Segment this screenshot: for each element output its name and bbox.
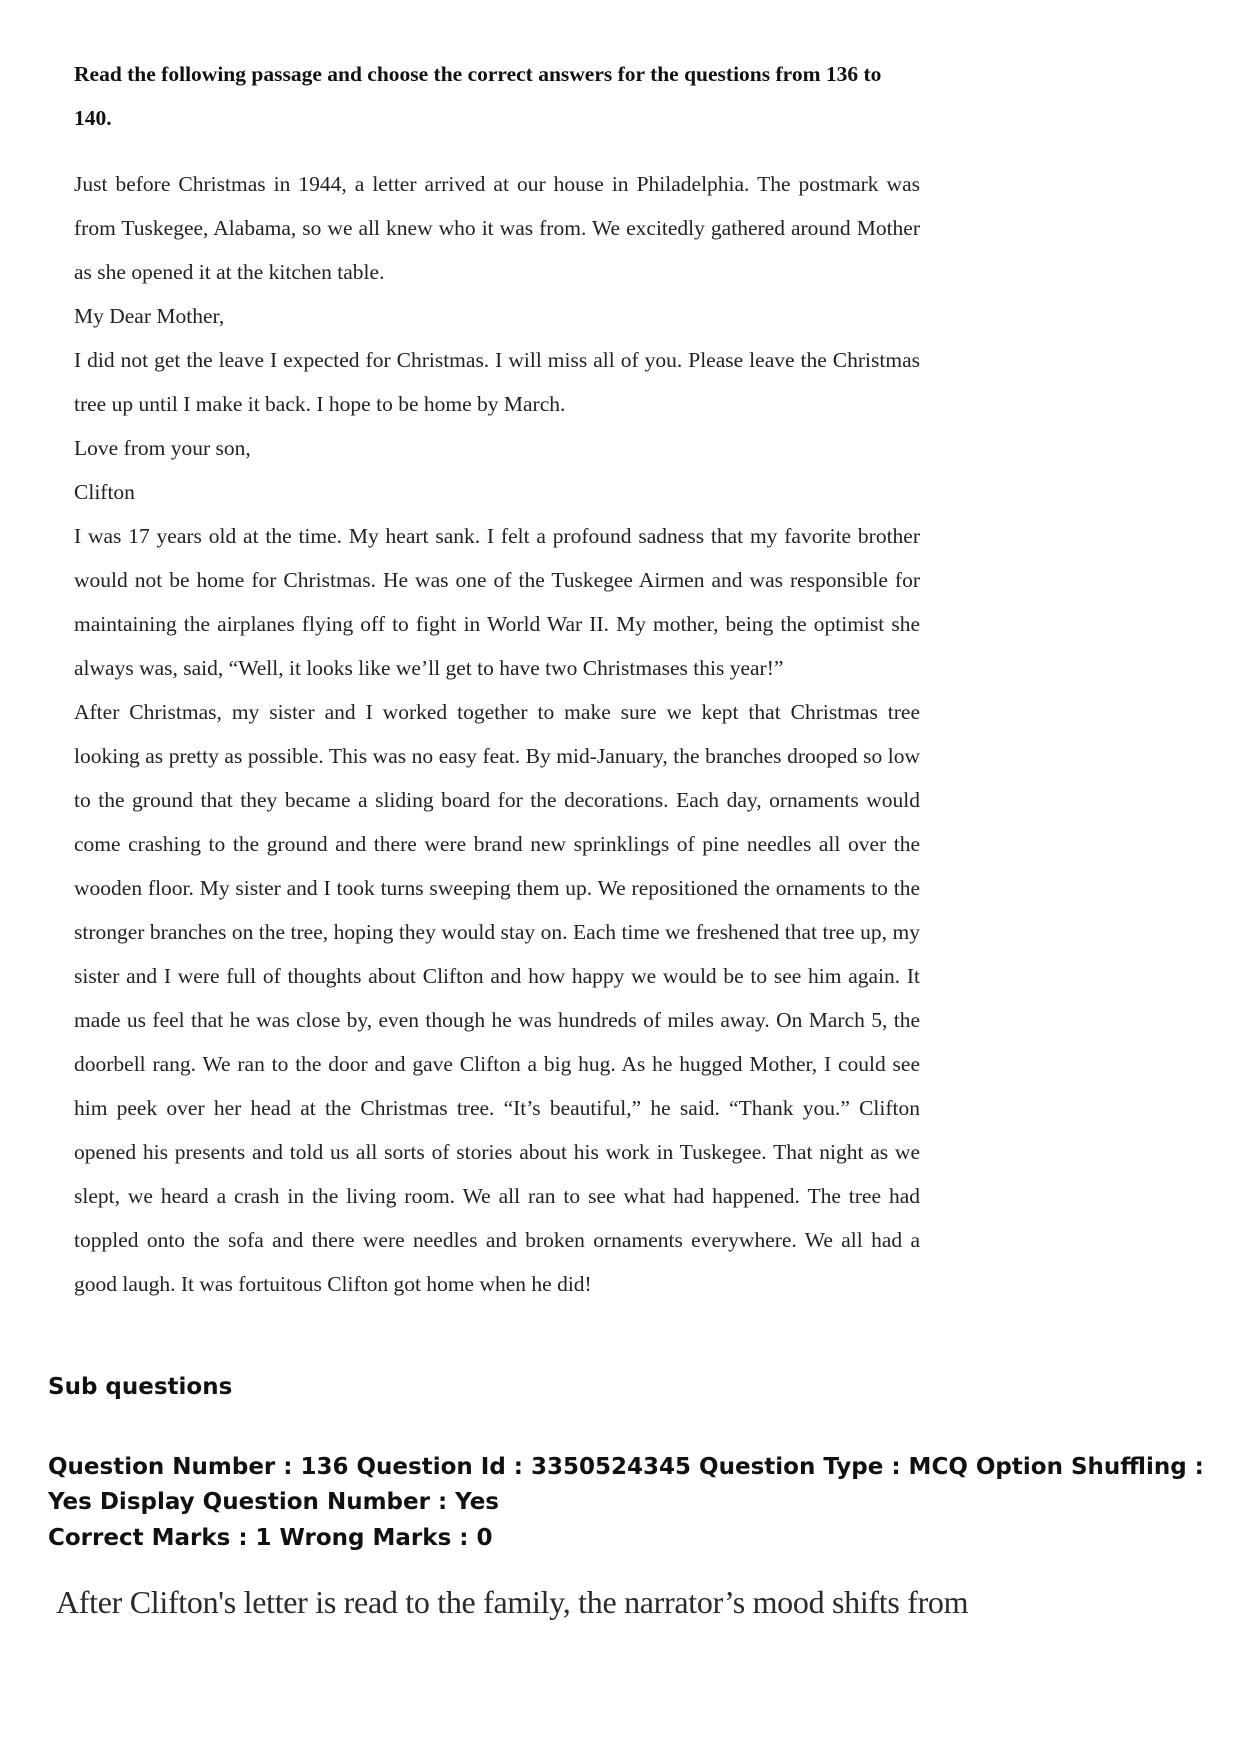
letter-salutation: My Dear Mother, [74,304,225,328]
passage-instructions: Read the following passage and choose the correct answers for the questions from 136 to 140. [74,62,882,130]
letter-closing: Love from your son, [74,436,251,460]
letter-signature: Clifton [74,480,135,504]
reading-passage [74,52,920,1306]
letter-body: I did not get the leave I expected for Christmas. I will miss all of you. Please leave the Christmas tree up until I make it back. I hope to be home by March. [74,348,920,416]
sub-questions-heading: Sub questions [48,1374,233,1400]
marks-info: Correct Marks : 1 Wrong Marks : 0 [48,1525,493,1551]
question-info: Question Number : 136 Question Id : 3350524345 Question Type : MCQ Option Shuffling : Yes Display Question Number : Yes [48,1454,1204,1515]
passage-paragraph-letter-arrival: Just before Christmas in 1944, a letter arrived at our house in Philadelphia. The postmark was from Tuskegee, Alabama, so we all knew who it was from. We excitedly gathered around Mother as she opened it at the kitchen table. [74,172,920,284]
passage-paragraph-narrator-reaction: I was 17 years old at the time. My heart sank. I felt a profound sadness that my favorite brother would not be home for Christmas. He was one of the Tuskegee Airmen and was responsible for maintaining the airplanes flying off to fight in World War II. My mother, being the optimist she always was, said, “Well, it looks like we’ll get to have two Christmases this year!” [74,524,920,680]
passage-paragraph-christmas-tree: After Christmas, my sister and I worked together to make sure we kept that Christmas tree looking as pretty as possible. This was no easy feat. By mid-January, the branches drooped so low to the ground that they became a sliding board for the decorations. Each day, ornaments would come crashing to the ground and there were brand new sprinklings of pine needles all over the wooden floor. My sister and I took turns sweeping them up. We repositioned the ornaments to the stronger branches on the tree, hoping they would stay on. Each time we freshened that tree up, my sister and I were full of thoughts about Clifton and how happy we would be to see him again. It made us feel that he was close by, even though he was hundreds of miles away. On March 5, the doorbell rang. We ran to the door and gave Clifton a big hug. As he hugged Mother, I could see him peek over her head at the Christmas tree. “It’s beautiful,” he said. “Thank you.” Clifton opened his presents and told us all sorts of stories about his work in Tuskegee. That night as we slept, we heard a crash in the living room. We all ran to see what had happened. The tree had toppled onto the sofa and there were needles and broken ornaments everywhere. We all had a good laugh. It was fortuitous Clifton got home when he did! [74,700,920,1296]
question-stem: After Clifton's letter is read to the family, the narrator’s mood shifts from [56,1584,969,1620]
